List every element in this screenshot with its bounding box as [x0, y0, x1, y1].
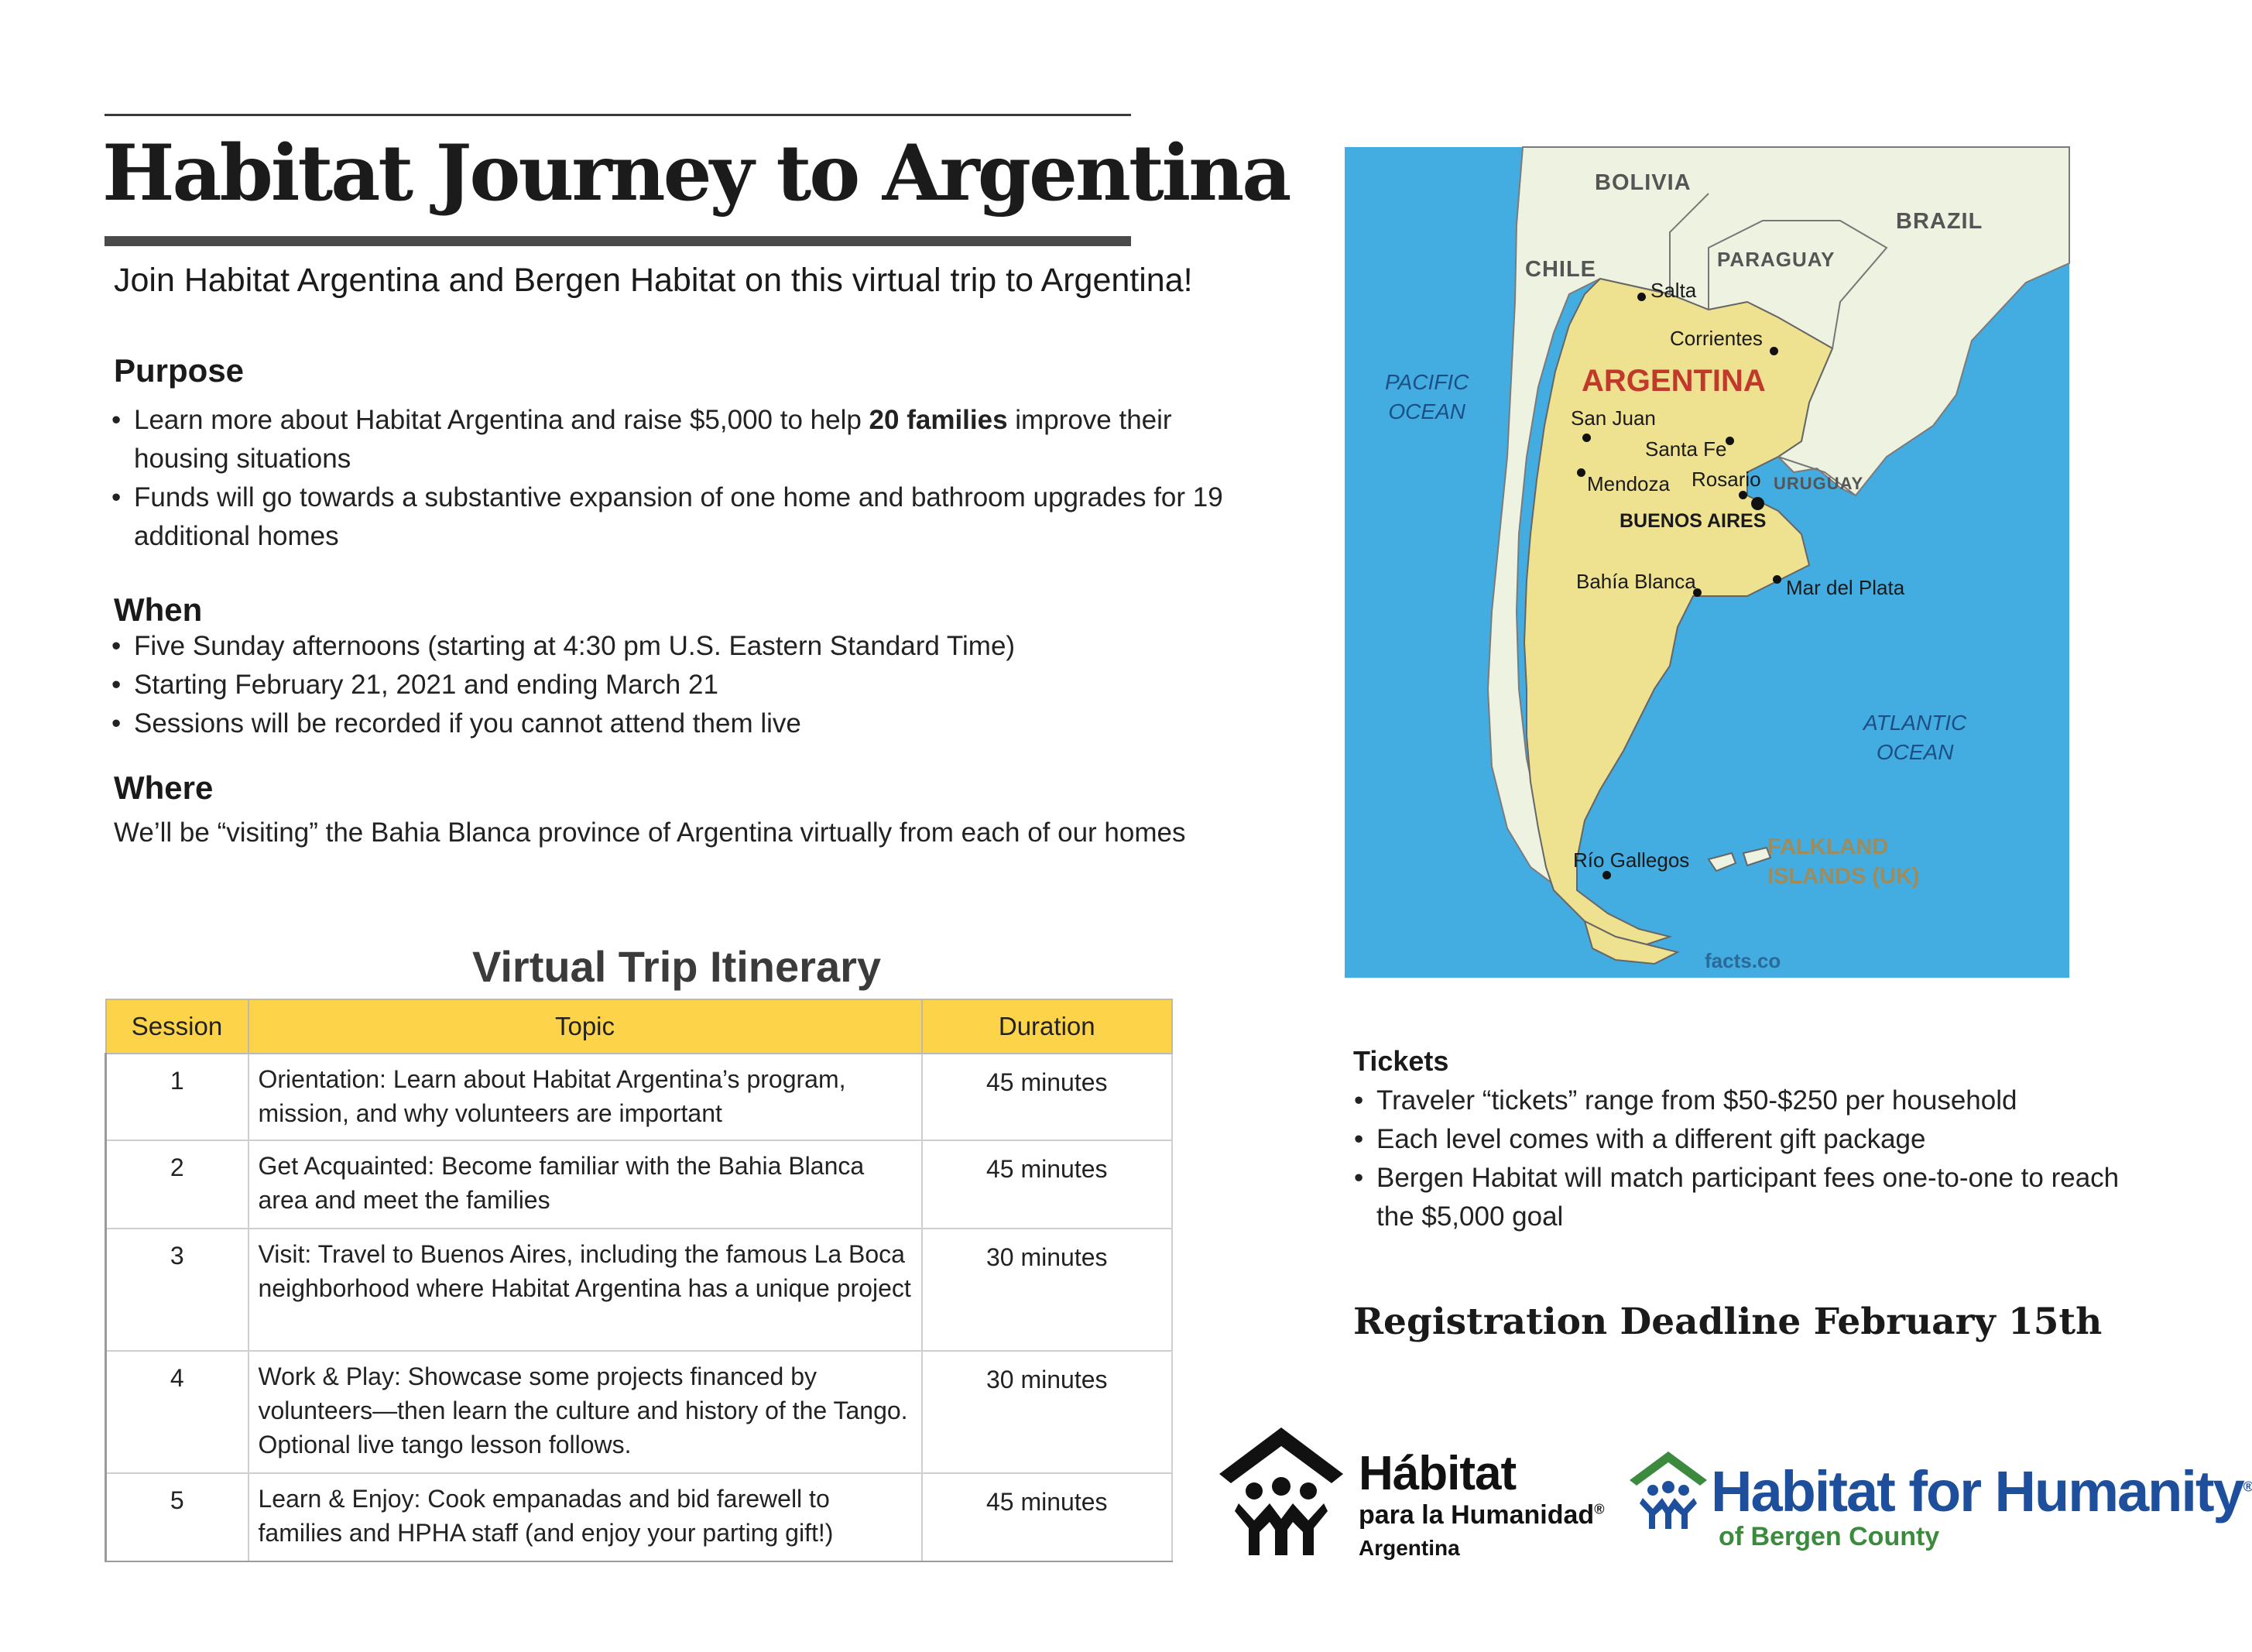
house-people-icon — [1626, 1445, 1711, 1530]
logo-argentina-line2: para la Humanidad® — [1359, 1500, 1605, 1530]
label-atlantic-ocean: ATLANTIC OCEAN — [1863, 711, 1967, 764]
list-item: • Sessions will be recorded if you cannot attend them live — [111, 708, 801, 739]
falkland-islands — [1709, 848, 1770, 871]
title-rule-top — [105, 114, 1131, 116]
label-rosario: Rosario — [1692, 468, 1761, 491]
habitat-argentina-logo — [1212, 1420, 1614, 1567]
label-salta: Salta — [1650, 279, 1697, 302]
topic-cell: Get Acquainted: Become familiar with the Bahia Blanca area and meet the families — [249, 1140, 922, 1229]
logo-argentina-line1: Hábitat — [1359, 1447, 1517, 1500]
city-dot-mendoza — [1577, 468, 1585, 477]
header-topic: Topic — [249, 999, 922, 1054]
duration-cell: 30 minutes — [922, 1351, 1173, 1473]
session-cell: 5 — [106, 1473, 249, 1561]
label-brazil: BRAZIL — [1896, 209, 1983, 234]
table-row — [106, 1054, 1173, 1140]
label-san-juan: San Juan — [1571, 406, 1656, 430]
table-row — [106, 1473, 1173, 1561]
label-uruguay: URUGUAY — [1774, 474, 1864, 493]
logo-bergen-line1: Habitat for Humanity® — [1711, 1459, 2252, 1523]
purpose-heading: Purpose — [114, 352, 245, 389]
table-row — [106, 1140, 1173, 1229]
list-item: • Five Sunday afternoons (starting at 4:30 pm U.S. Eastern Standard Time) — [111, 631, 1016, 661]
page-title: Habitat Journey to Argentina — [102, 129, 1290, 218]
topic-cell: Visit: Travel to Buenos Aires, including the famous La Boca neighborhood where Habitat Argentina has a unique project — [249, 1229, 922, 1351]
duration-cell: 30 minutes — [922, 1229, 1173, 1351]
duration-cell: 45 minutes — [922, 1140, 1173, 1229]
session-cell: 3 — [106, 1229, 249, 1351]
label-argentina: ARGENTINA — [1582, 364, 1766, 398]
city-dot-santa-fe — [1726, 437, 1734, 445]
label-bahia-blanca: Bahía Blanca — [1576, 570, 1696, 593]
label-chile: CHILE — [1525, 257, 1596, 282]
duration-cell: 45 minutes — [922, 1054, 1173, 1140]
title-rule-bottom — [105, 236, 1131, 246]
list-item: • Bergen Habitat will match participant fees one-to-one to reach the $5,000 goal — [1354, 1163, 2120, 1232]
when-heading: When — [114, 591, 203, 628]
itinerary-table — [105, 999, 1173, 1562]
when-list — [108, 627, 1254, 743]
where-heading: Where — [114, 769, 214, 806]
duration-cell: 45 minutes — [922, 1473, 1173, 1561]
purpose-list — [108, 401, 1231, 556]
itinerary-title: Virtual Trip Itinerary — [472, 942, 882, 991]
topic-cell: Learn & Enjoy: Cook empanadas and bid farewell to families and HPHA staff (and enjoy your parting gift!) — [249, 1473, 922, 1561]
table-row — [106, 1229, 1173, 1351]
map-shapes — [1345, 147, 2069, 978]
label-pacific-ocean: PACIFIC OCEAN — [1385, 370, 1469, 423]
label-falkland-islands: FALKLAND ISLANDS (UK) — [1767, 835, 1920, 889]
city-dot-corrientes — [1770, 347, 1778, 355]
city-dot-mar-del-plata — [1773, 575, 1781, 584]
label-santa-fe: Santa Fe — [1645, 437, 1727, 461]
session-cell: 1 — [106, 1054, 249, 1140]
habitat-bergen-logo — [1626, 1441, 2252, 1565]
intro-text: Join Habitat Argentina and Bergen Habitat on this virtual trip to Argentina! — [114, 262, 1193, 299]
map-credit: facts.co — [1705, 949, 1781, 972]
header-session: Session — [106, 999, 249, 1054]
list-item: • Traveler “tickets” range from $50-$250 per household — [1354, 1085, 2017, 1116]
table-row — [106, 1351, 1173, 1473]
list-item: • Each level comes with a different gift package — [1354, 1124, 1926, 1154]
tickets-heading: Tickets — [1353, 1045, 1449, 1077]
list-item: • Funds will go towards a substantive expansion of one home and bathroom upgrades for 19 additional homes — [111, 482, 1223, 551]
topic-cell: Work & Play: Showcase some projects financed by volunteers—then learn the culture and history of the Tango. Optional live tango lesson follows. — [249, 1351, 922, 1473]
label-bolivia: BOLIVIA — [1595, 170, 1692, 195]
topic-cell: Orientation: Learn about Habitat Argentina’s program, mission, and why volunteers are important — [249, 1054, 922, 1140]
city-dot-buenos-aires — [1751, 497, 1764, 510]
tickets-list — [1351, 1081, 2125, 1236]
city-dot-san-juan — [1582, 434, 1591, 442]
registration-deadline: Registration Deadline February 15th — [1353, 1301, 2103, 1343]
list-item: • Learn more about Habitat Argentina and raise $5,000 to help 20 families improve their housing situations — [111, 405, 1172, 474]
list-item: • Starting February 21, 2021 and ending March 21 — [111, 670, 718, 700]
city-dot-salta — [1637, 293, 1646, 301]
label-corrientes: Corrientes — [1670, 327, 1763, 350]
argentina-map — [1345, 147, 2069, 978]
label-mar-del-plata: Mar del Plata — [1786, 576, 1905, 599]
label-paraguay: PARAGUAY — [1717, 248, 1836, 271]
house-people-icon — [1212, 1420, 1351, 1559]
session-cell: 4 — [106, 1351, 249, 1473]
header-duration: Duration — [922, 999, 1173, 1054]
label-rio-gallegos: Río Gallegos — [1573, 848, 1690, 872]
session-cell: 2 — [106, 1140, 249, 1229]
where-text: We’ll be “visiting” the Bahia Blanca province of Argentina virtually from each of our homes — [114, 817, 1186, 848]
city-dot-rosario — [1739, 491, 1747, 499]
label-buenos-aires: BUENOS AIRES — [1620, 510, 1767, 532]
label-mendoza: Mendoza — [1587, 472, 1670, 495]
table-header-row — [106, 999, 1173, 1054]
logo-argentina-line3: Argentina — [1359, 1536, 1460, 1560]
logo-bergen-line2: of Bergen County — [1719, 1522, 1940, 1551]
